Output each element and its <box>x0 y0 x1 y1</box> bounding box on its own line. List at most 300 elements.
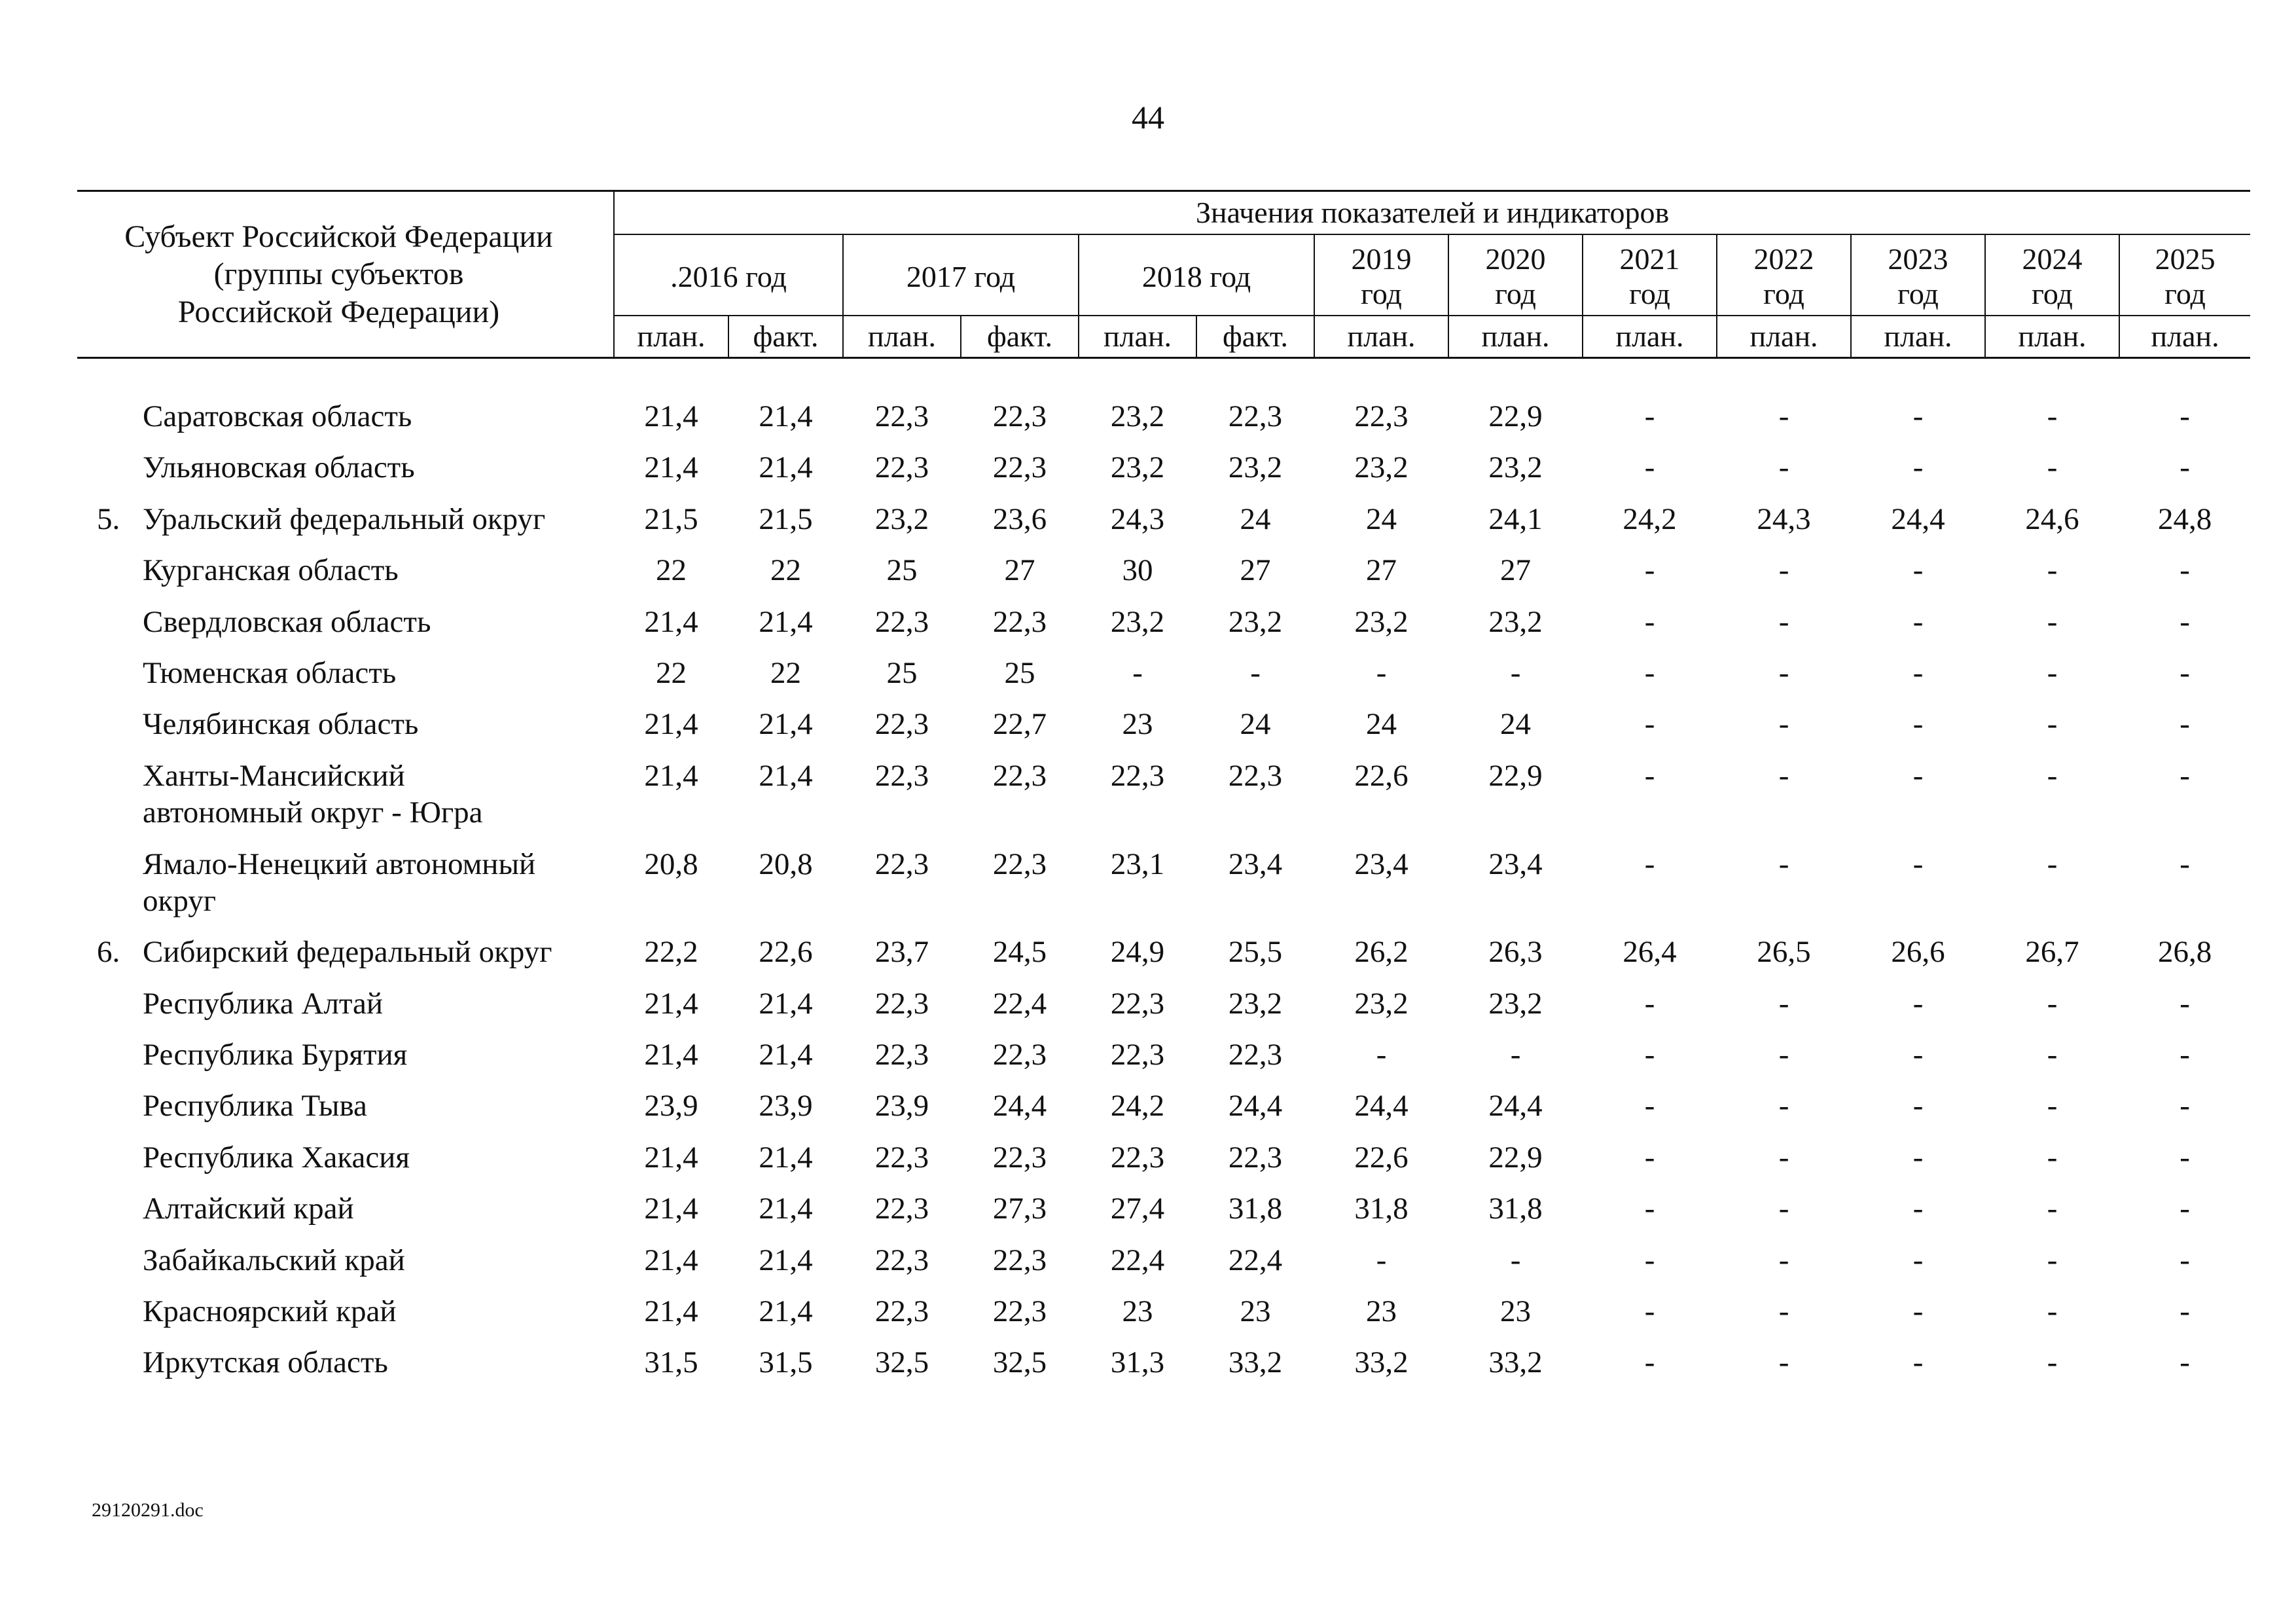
indicator-value: - <box>1510 1243 1521 1277</box>
indicator-value: 22,3 <box>992 847 1047 881</box>
indicator-value: 21,4 <box>759 604 813 639</box>
indicator-value: 22,3 <box>992 1140 1047 1175</box>
indicator-value: - <box>2047 553 2058 588</box>
indicator-value: - <box>2047 1192 2058 1226</box>
indicator-value: 21,4 <box>644 986 698 1021</box>
region-name-line: Ямало-Ненецкий автономный <box>143 847 536 881</box>
indicator-value: 21,4 <box>759 1243 813 1277</box>
indicator-value: 23,2 <box>1228 450 1283 485</box>
indicator-value: - <box>1778 1192 1789 1226</box>
year-header <box>1985 234 2119 316</box>
indicator-value: 22,9 <box>1488 1140 1543 1175</box>
row-number <box>77 392 143 443</box>
year-header-line: год <box>1495 277 1536 310</box>
indicator-value: 21,4 <box>759 1038 813 1072</box>
table-row <box>77 1235 2250 1286</box>
row-number <box>77 648 143 699</box>
indicator-value: 22,3 <box>874 1243 929 1277</box>
region-name <box>143 1184 614 1235</box>
indicator-value: 22,3 <box>874 1192 929 1226</box>
table-row <box>77 392 2250 443</box>
indicator-value: 22,3 <box>1228 1140 1283 1175</box>
indicator-value: 21,5 <box>644 501 698 536</box>
indicator-value: - <box>2179 1345 2190 1380</box>
indicator-value: 24,4 <box>1891 501 1945 536</box>
indicator-value: - <box>1644 1345 1655 1380</box>
indicator-value: 25 <box>886 553 918 588</box>
indicator-value: - <box>1132 655 1143 690</box>
region-name-line: Уральский федеральный округ <box>143 501 546 536</box>
region-name-line: Забайкальский край <box>143 1243 405 1277</box>
indicator-value: 22,3 <box>874 604 929 639</box>
plan-fact-header: план. <box>2119 316 2250 358</box>
indicator-value: 22,3 <box>874 847 929 881</box>
region-name <box>143 1081 614 1132</box>
indicator-value: 22,3 <box>1228 399 1283 433</box>
indicator-value: 21,4 <box>644 1294 698 1329</box>
indicator-value: 25 <box>886 655 918 690</box>
year-header <box>1583 234 1717 316</box>
region-name-line: Алтайский край <box>143 1192 354 1226</box>
indicator-value: 26,8 <box>2157 935 2212 970</box>
indicator-value: 22,3 <box>1228 758 1283 793</box>
indicator-value: - <box>1912 758 1924 793</box>
region-name <box>143 1286 614 1338</box>
year-header <box>2119 234 2250 316</box>
indicator-value: - <box>1644 758 1655 793</box>
plan-fact-header: план. <box>1079 316 1196 358</box>
indicator-value: 21,4 <box>644 1140 698 1175</box>
indicator-value: - <box>2179 1140 2190 1175</box>
region-name <box>143 1030 614 1081</box>
year-header-line: 2021 <box>1619 242 1680 276</box>
plan-fact-header: план. <box>614 316 728 358</box>
indicator-value: - <box>1644 399 1655 433</box>
region-name <box>143 927 614 978</box>
year-header <box>843 234 1079 316</box>
indicator-value: 25 <box>1004 655 1035 690</box>
indicator-value: 22,7 <box>992 707 1047 742</box>
subject-column-header <box>77 191 614 358</box>
indicator-value: 23 <box>1500 1294 1532 1329</box>
plan-fact-header: факт. <box>728 316 843 358</box>
indicator-value: 23 <box>1122 1294 1153 1329</box>
indicator-value: 22,2 <box>644 935 698 970</box>
indicator-value: 22,3 <box>992 399 1047 433</box>
year-header-line: 2019 <box>1351 242 1412 276</box>
indicator-value: 26,4 <box>1623 935 1677 970</box>
indicator-value: 27,4 <box>1110 1192 1165 1226</box>
region-name <box>143 597 614 648</box>
plan-fact-header: факт. <box>961 316 1079 358</box>
indicator-value: 22 <box>656 553 687 588</box>
indicator-value: 27 <box>1004 553 1035 588</box>
region-name <box>143 1133 614 1184</box>
subject-header-line: Субъект Российской Федерации <box>124 219 553 254</box>
indicator-value: - <box>1778 1038 1789 1072</box>
year-header <box>1717 234 1851 316</box>
year-header-line: год <box>1897 277 1939 310</box>
indicator-value: 25,5 <box>1228 935 1283 970</box>
indicator-value: - <box>1644 1140 1655 1175</box>
indicator-value: - <box>2047 1089 2058 1123</box>
table-row <box>77 1030 2250 1081</box>
indicator-value: 24 <box>1366 707 1397 742</box>
indicator-value: - <box>1644 707 1655 742</box>
row-number: 6. <box>97 935 120 970</box>
indicators-table-container <box>77 190 2250 1389</box>
indicator-value: 31,8 <box>1228 1192 1283 1226</box>
region-name <box>143 648 614 699</box>
region-name-line: Сибирский федеральный округ <box>143 935 552 970</box>
region-name-line: Челябинская область <box>143 707 419 742</box>
region-name-line: Республика Бурятия <box>143 1038 408 1072</box>
indicator-value: 22,3 <box>992 450 1047 485</box>
indicator-value: - <box>1644 1243 1655 1277</box>
indicator-value: - <box>2179 399 2190 433</box>
year-header-line: 2024 <box>2022 242 2083 276</box>
region-name-line: Свердловская область <box>143 604 431 639</box>
table-row <box>77 494 2250 545</box>
year-header-line: год <box>1629 277 1670 310</box>
indicator-value: - <box>1778 1345 1789 1380</box>
table-spacer-row <box>77 358 2250 392</box>
year-header-line: 2022 <box>1753 242 1814 276</box>
indicator-value: - <box>2179 986 2190 1021</box>
indicator-value: 22,9 <box>1488 399 1543 433</box>
indicator-value: - <box>2179 604 2190 639</box>
indicator-value: 21,4 <box>759 399 813 433</box>
indicator-value: 22,3 <box>874 707 929 742</box>
indicator-value: 23 <box>1122 707 1153 742</box>
year-header <box>1314 234 1448 316</box>
row-number <box>77 1030 143 1081</box>
indicator-value: 23,6 <box>992 501 1047 536</box>
indicator-value: 30 <box>1122 553 1153 588</box>
table-row <box>77 1286 2250 1338</box>
region-name-line: Тюменская область <box>143 655 397 690</box>
indicator-value: 24 <box>1240 707 1271 742</box>
table-row <box>77 1081 2250 1132</box>
indicator-value: - <box>2179 1089 2190 1123</box>
row-number <box>77 1286 143 1338</box>
indicator-value: 23,2 <box>1110 604 1165 639</box>
indicator-value: 23,4 <box>1354 847 1408 881</box>
region-name-line: округ <box>143 883 216 918</box>
indicator-value: 21,4 <box>644 1192 698 1226</box>
indicator-value: 22,3 <box>874 450 929 485</box>
indicator-value: - <box>1912 450 1924 485</box>
indicator-value: 22,3 <box>1228 1038 1283 1072</box>
year-header <box>1448 234 1583 316</box>
indicator-value: 24 <box>1500 707 1532 742</box>
indicator-value: - <box>1778 847 1789 881</box>
indicator-value: 22 <box>770 553 802 588</box>
indicator-value: - <box>1912 986 1924 1021</box>
region-name <box>143 443 614 494</box>
year-header-line: год <box>1763 277 1804 310</box>
indicator-value: - <box>1778 399 1789 433</box>
table-row <box>77 839 2250 928</box>
indicator-value: - <box>1778 655 1789 690</box>
row-number <box>77 1184 143 1235</box>
indicator-value: 33,2 <box>1354 1345 1408 1380</box>
indicator-value: - <box>1644 604 1655 639</box>
indicator-value: - <box>2179 655 2190 690</box>
indicator-value: 31,3 <box>1110 1345 1165 1380</box>
indicator-value: 22,3 <box>1110 986 1165 1021</box>
table-row <box>77 927 2250 978</box>
indicator-value: 22,6 <box>759 935 813 970</box>
indicator-value: 22,4 <box>1228 1243 1283 1277</box>
indicator-value: 26,7 <box>2025 935 2079 970</box>
year-header-line: 2023 <box>1888 242 1948 276</box>
year-header-line: год <box>1361 277 1402 310</box>
plan-fact-header: план. <box>1314 316 1448 358</box>
region-name-line: Республика Тыва <box>143 1089 367 1123</box>
indicator-value: 22,6 <box>1354 1140 1408 1175</box>
row-number <box>77 1081 143 1132</box>
indicator-value: - <box>1778 758 1789 793</box>
indicator-value: 21,4 <box>759 986 813 1021</box>
indicator-value: - <box>1778 986 1789 1021</box>
indicator-value: 23,2 <box>1354 450 1408 485</box>
indicator-value: - <box>2179 847 2190 881</box>
indicator-value: - <box>1778 1243 1789 1277</box>
indicator-value: 22,3 <box>992 1038 1047 1072</box>
indicator-value: - <box>1644 1089 1655 1123</box>
indicator-value: 26,2 <box>1354 935 1408 970</box>
indicator-value: 23,4 <box>1228 847 1283 881</box>
indicator-value: - <box>2179 1192 2190 1226</box>
indicator-value: 24,9 <box>1110 935 1165 970</box>
indicator-value: - <box>2179 1243 2190 1277</box>
row-number <box>77 597 143 648</box>
indicator-value: 24,6 <box>2025 501 2079 536</box>
indicator-value: 24,4 <box>1228 1089 1283 1123</box>
indicator-value: 21,4 <box>644 399 698 433</box>
indicator-value: - <box>2047 604 2058 639</box>
indicator-value: 31,8 <box>1488 1192 1543 1226</box>
table-row <box>77 1133 2250 1184</box>
region-name <box>143 979 614 1030</box>
indicator-value: - <box>2179 1294 2190 1329</box>
region-name-line: Иркутская область <box>143 1345 388 1380</box>
indicators-table <box>77 190 2250 1389</box>
table-row <box>77 545 2250 596</box>
indicator-value: 22,3 <box>874 399 929 433</box>
row-number <box>77 1133 143 1184</box>
year-header-line: год <box>2032 277 2073 310</box>
indicator-value: - <box>2047 1345 2058 1380</box>
indicator-value: 23,2 <box>1228 986 1283 1021</box>
document-filename: 29120291.doc <box>92 1499 204 1521</box>
region-name <box>143 545 614 596</box>
table-row <box>77 597 2250 648</box>
year-header-line: 2017 год <box>906 259 1016 293</box>
indicator-value: 22,3 <box>874 758 929 793</box>
indicator-value: 22,4 <box>992 986 1047 1021</box>
indicator-value: 24,4 <box>1354 1089 1408 1123</box>
indicator-value: 24,8 <box>2157 501 2212 536</box>
indicator-value: 27 <box>1366 553 1397 588</box>
indicator-value: - <box>1778 1294 1789 1329</box>
region-name-line: Ульяновская область <box>143 450 415 485</box>
indicator-value: - <box>2047 450 2058 485</box>
indicator-value: - <box>1912 847 1924 881</box>
table-row <box>77 443 2250 494</box>
indicator-value: - <box>2047 1243 2058 1277</box>
row-number <box>77 751 143 839</box>
region-name-line: Саратовская область <box>143 399 412 433</box>
indicator-value: - <box>1778 1089 1789 1123</box>
year-header <box>614 234 843 316</box>
indicator-value: 23,9 <box>644 1089 698 1123</box>
indicator-value: 21,4 <box>759 707 813 742</box>
table-row <box>77 648 2250 699</box>
indicator-value: 32,5 <box>874 1345 929 1380</box>
indicator-value: 21,5 <box>759 501 813 536</box>
year-header-line: .2016 год <box>670 259 787 293</box>
indicator-value: - <box>2047 847 2058 881</box>
indicator-value: - <box>1376 1243 1387 1277</box>
indicator-value: 21,4 <box>644 450 698 485</box>
indicator-value: - <box>1912 1192 1924 1226</box>
indicator-value: - <box>2047 1294 2058 1329</box>
indicator-value: 26,6 <box>1891 935 1945 970</box>
indicator-value: 23 <box>1366 1294 1397 1329</box>
indicator-value: - <box>1912 399 1924 433</box>
indicator-value: - <box>2047 707 2058 742</box>
indicator-value: - <box>2047 1140 2058 1175</box>
region-name <box>143 392 614 443</box>
year-header-line: год <box>2164 277 2206 310</box>
indicator-value: - <box>1912 1089 1924 1123</box>
plan-fact-header: план. <box>1717 316 1851 358</box>
indicator-value: 22,3 <box>874 1038 929 1072</box>
indicator-value: 23 <box>1240 1294 1271 1329</box>
indicator-value: - <box>1912 1140 1924 1175</box>
year-header <box>1079 234 1314 316</box>
region-name <box>143 751 614 839</box>
table-row <box>77 699 2250 750</box>
indicator-value: - <box>1644 655 1655 690</box>
region-name <box>143 1338 614 1389</box>
indicator-value: - <box>2179 553 2190 588</box>
plan-fact-header: план. <box>1851 316 1985 358</box>
region-name <box>143 699 614 750</box>
indicator-value: 21,4 <box>644 1038 698 1072</box>
indicator-value: 22,6 <box>1354 758 1408 793</box>
indicator-value: 22 <box>770 655 802 690</box>
indicator-value: - <box>2047 655 2058 690</box>
indicator-value: 24 <box>1366 501 1397 536</box>
indicator-value: - <box>1376 655 1387 690</box>
indicator-value: 27,3 <box>992 1192 1047 1226</box>
region-name-line: Республика Алтай <box>143 986 384 1021</box>
indicator-value: 27 <box>1500 553 1532 588</box>
indicator-value: - <box>2047 1038 2058 1072</box>
indicator-value: 23,1 <box>1110 847 1165 881</box>
indicator-value: 24,3 <box>1757 501 1811 536</box>
indicator-value: - <box>1644 986 1655 1021</box>
indicator-value: 21,4 <box>759 758 813 793</box>
indicator-value: 33,2 <box>1488 1345 1543 1380</box>
row-number <box>77 979 143 1030</box>
indicator-value: 22,3 <box>992 1294 1047 1329</box>
indicator-value: 23,7 <box>874 935 929 970</box>
indicator-value: - <box>1644 1192 1655 1226</box>
indicator-value: 24 <box>1240 501 1271 536</box>
region-name-line: Красноярский край <box>143 1294 397 1329</box>
indicator-value: 21,4 <box>759 1294 813 1329</box>
indicator-value: 24,2 <box>1110 1089 1165 1123</box>
indicator-value: - <box>1644 847 1655 881</box>
region-name <box>143 494 614 545</box>
plan-fact-header: факт. <box>1196 316 1314 358</box>
indicator-value: 22,3 <box>992 604 1047 639</box>
indicator-value: 22,4 <box>1110 1243 1165 1277</box>
indicator-value: 21,4 <box>759 1192 813 1226</box>
indicator-value: - <box>1510 1038 1521 1072</box>
indicator-value: - <box>1376 1038 1387 1072</box>
indicator-value: 26,5 <box>1757 935 1811 970</box>
region-name-line: Курганская область <box>143 553 399 588</box>
indicator-value: 23,9 <box>874 1089 929 1123</box>
indicator-value: - <box>2047 986 2058 1021</box>
indicator-value: 23,4 <box>1488 847 1543 881</box>
indicator-value: - <box>2179 1038 2190 1072</box>
subject-header-line: (группы субъектов <box>213 257 464 292</box>
indicator-value: 31,5 <box>644 1345 698 1380</box>
indicator-value: 23,2 <box>1488 604 1543 639</box>
indicator-value: 22,3 <box>874 1294 929 1329</box>
region-name-line: автономный округ - Югра <box>143 795 483 830</box>
year-header-line: 2025 <box>2155 242 2215 276</box>
indicator-value: 20,8 <box>759 847 813 881</box>
year-header-line: 2020 <box>1485 242 1546 276</box>
indicator-value: - <box>1912 707 1924 742</box>
indicator-value: - <box>1912 1345 1924 1380</box>
indicator-value: - <box>1912 1294 1924 1329</box>
indicator-value: 23,2 <box>1488 986 1543 1021</box>
indicator-value: 24,2 <box>1623 501 1677 536</box>
region-name <box>143 1235 614 1286</box>
indicator-value: 23,2 <box>1228 604 1283 639</box>
indicator-value: 31,8 <box>1354 1192 1408 1226</box>
indicators-title: Значения показателей и индикаторов <box>614 191 2250 235</box>
row-number <box>77 699 143 750</box>
indicator-value: 22,3 <box>992 1243 1047 1277</box>
indicator-value: 22,3 <box>1110 1038 1165 1072</box>
indicator-value: - <box>1644 1038 1655 1072</box>
row-number <box>77 545 143 596</box>
indicator-value: - <box>2179 758 2190 793</box>
indicator-value: 26,3 <box>1488 935 1543 970</box>
row-number: 5. <box>97 501 120 536</box>
indicator-value: - <box>1778 1140 1789 1175</box>
indicator-value: 23,2 <box>874 501 929 536</box>
indicator-value: - <box>1250 655 1261 690</box>
indicator-value: 23,2 <box>1354 604 1408 639</box>
indicator-value: - <box>1644 1294 1655 1329</box>
subject-header-line: Российской Федерации) <box>177 294 500 329</box>
indicator-value: 32,5 <box>992 1345 1047 1380</box>
indicator-value: - <box>1912 655 1924 690</box>
indicator-value: 23,2 <box>1110 399 1165 433</box>
indicator-value: 22,3 <box>1110 1140 1165 1175</box>
indicator-value: - <box>1778 450 1789 485</box>
